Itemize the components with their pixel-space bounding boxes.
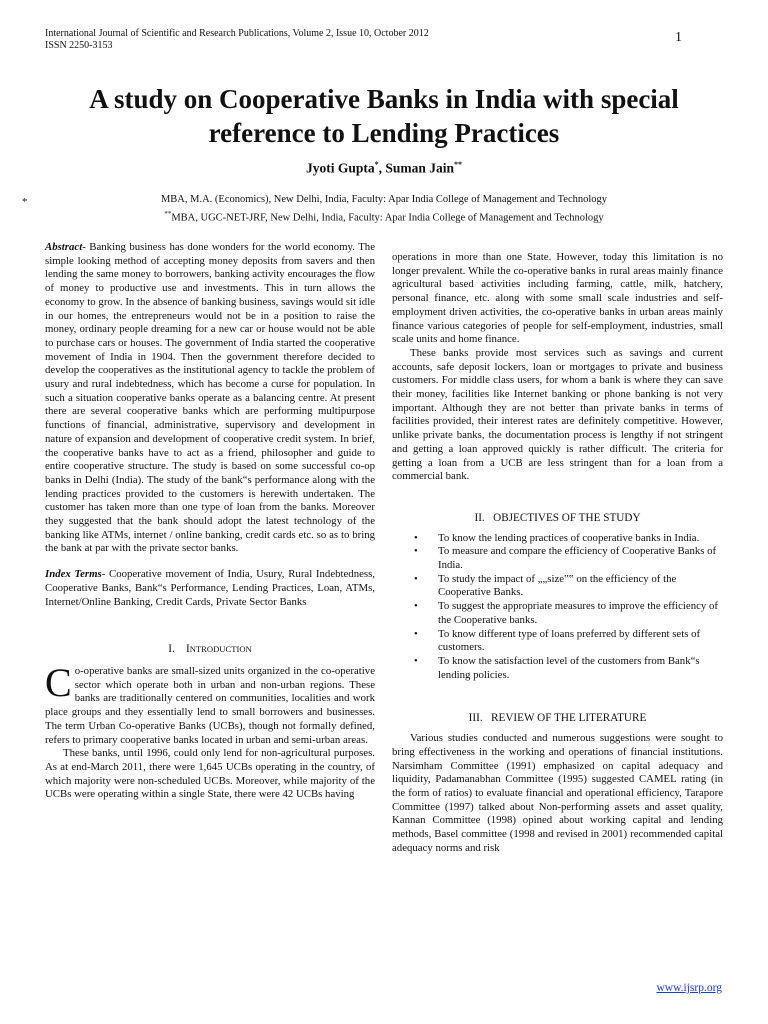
services-paragraph: These banks provide most services such as savings and current accounts, safe deposit lockers, loan or mortgages to private and business customers. For middle class users, for whom a bank is where they can save their money, facilities like Internet banking or phone banking is not very important. Although they are not better than private banks in terms of facilities provided, their interest rates are definitely competitive. However, unlike private banks, the documentation process is lengthy if not stringent and getting a loan approved quickly is rather difficult. The criteria for getting a loan from a UCB are less stringent than for a loan from a commercial bank. bbox=[392, 346, 723, 483]
paper-title bbox=[40, 82, 728, 150]
index-terms-text: - Cooperative movement of India, Usury, Rural Indebtedness, Cooperative Banks, Bank“s Performance, Lending Practices, Loan, ATMs, Internet/Online Banking, Credit Cards, Private Sector Banks bbox=[45, 568, 375, 608]
affiliation-2-line bbox=[0, 207, 768, 226]
author-1-mark: * bbox=[374, 160, 379, 169]
affiliation-2-mark: ** bbox=[164, 210, 172, 218]
right-column bbox=[392, 251, 723, 855]
page-number: 1 bbox=[675, 30, 682, 45]
bullet: • bbox=[414, 600, 418, 613]
list-item bbox=[392, 628, 723, 655]
author-1: Jyoti Gupta bbox=[305, 160, 375, 176]
continued-paragraph: operations in more than one State. However, today this limitation is no longer prevalent. While the co-operative banks in rural areas mainly finance agricultural based activities including farming, cattle, milk, hatchery, personal finance, etc. along with some small scale industries and self-employment driven activities, the co-operative banks in urban areas mainly finance various categories of people for self-employment, industries, small scale units and home finance. bbox=[392, 251, 723, 346]
section-2-number: II. bbox=[474, 511, 485, 524]
authors bbox=[0, 160, 768, 177]
list-item bbox=[392, 532, 723, 546]
objective-text: To measure and compare the efficiency of Cooperative Banks of India. bbox=[438, 545, 717, 572]
bullet: • bbox=[414, 572, 418, 585]
section-3-heading bbox=[392, 712, 723, 726]
author-2: Suman Jain bbox=[385, 160, 455, 176]
dropcap: C bbox=[45, 659, 72, 705]
bullet: • bbox=[414, 654, 418, 667]
journal-website-link[interactable]: www.ijsrp.org bbox=[656, 982, 722, 994]
affiliation-2: MBA, UGC-NET-JRF, New Delhi, India, Faculty: Apar India College of Management and Technology bbox=[171, 212, 604, 224]
affiliation-1-mark: * bbox=[22, 196, 28, 208]
title-line-1: A study on Cooperative Banks in India with special bbox=[89, 84, 679, 114]
index-terms-label: Index Terms bbox=[45, 568, 102, 581]
intro-p1-text: o-operative banks are small-sized units organized in the co-operative sector which operate both in urban and non-urban regions. These banks are traditionally centered on communities, localities and work place groups and they essentially lend to small borrowers and businesses. The term Urban Co-operative Banks (UCBs), though not formally defined, refers to primary cooperative banks located in urban and semi-urban areas. bbox=[45, 664, 375, 746]
section-3-number: III. bbox=[468, 712, 483, 725]
issn: ISSN 2250-3153 bbox=[45, 40, 113, 51]
objectives-list bbox=[392, 532, 723, 683]
abstract-text: - Banking business has done wonders for the world economy. The simple looking method of accepting money deposits from savers and then lending the same money to borrowers, banking activity encourages the flow of money to productive use and investments. This in turn allows the economy to grow. In the absence of banking business, savings would sit idle in our homes, the entrepreneurs would not be in a position to raise the money, ordinary people dreaming for a new car or house would not be able to purchase cars or houses. The government of India started the cooperative movement of India in 1904. Then the government therefore decided to develop the cooperatives as the institutional agency to tackle the problem of usury and rural indebtedness, which has become a curse for population. In such a situation cooperative banks operate as a balancing centre. At present there are several cooperative banks which are performing multipurpose functions of financial, administrative, supervisory and development in nature of expansion and development of cooperative credit system. In brief, the cooperative banks have to act as a friend, philosopher and guide to entire cooperative structure. The study is based on some successful co-op banks in Delhi (India). The study of the bank“s performance along with the lending practices provided to the customers is herewith undertaken. The customer has taken more than one type of loan from the banks. Moreover they suggested that the bank should adopt the latest technology of the banking like ATMs, internet / online banking, credit cards etc. so as to bring the bank at par with the private sector banks. bbox=[45, 241, 375, 555]
journal-header bbox=[45, 28, 429, 52]
journal-line: International Journal of Scientific and Research Publications, Volume 2, Issue 10, October 2012 bbox=[45, 28, 429, 39]
abstract bbox=[45, 241, 375, 556]
bullet: • bbox=[414, 627, 418, 640]
author-separator: , bbox=[378, 160, 386, 176]
objective-text: To know the satisfaction level of the customers from Bank“s lending policies. bbox=[438, 654, 700, 681]
section-3-title: REVIEW OF THE LITERATURE bbox=[491, 712, 647, 725]
objective-text: To know the lending practices of cooperative banks in India. bbox=[438, 531, 700, 544]
affiliations bbox=[0, 193, 768, 226]
section-2-title: OBJECTIVES OF THE STUDY bbox=[493, 511, 641, 524]
objective-text: To study the impact of „„size‟‟ on the efficiency of the Cooperative Banks. bbox=[438, 572, 677, 599]
list-item bbox=[392, 573, 723, 600]
intro-paragraph-2: These banks, until 1996, could only lend for non-agricultural purposes. As at end-March 2011, there were 1,645 UCBs operating in the country, of which majority were non-scheduled UCBs. Moreover, while majority of the UCBs were operating within a single State, there were 42 UCBs having bbox=[45, 747, 375, 801]
literature-paragraph: Various studies conducted and numerous suggestions were sought to bring effectiveness in the working and operations of financial institutions. Narsimham Committee (1991) emphasized on capital adequacy and liquidity, Padamanabhan Committee (1995) suggested CAMEL rating (in the form of ratios) to evaluate financial and operational efficiency, Tarapore Committee (1997) talked about Non-performing assets and asset quality, Kannan Committee (1998) opined about working capital and lending methods, Basel committee (1998 and revised in 2001) recommended capital adequacy norms and risk bbox=[392, 732, 723, 854]
abstract-label: Abstract bbox=[45, 241, 83, 253]
author-2-mark: ** bbox=[454, 160, 463, 169]
objective-text: To know different type of loans preferred by different sets of customers. bbox=[438, 627, 701, 654]
list-item bbox=[392, 545, 723, 572]
index-terms bbox=[45, 568, 375, 609]
title-line-2: reference to Lending Practices bbox=[208, 118, 560, 148]
section-1-number: I. bbox=[168, 643, 175, 656]
section-1-heading bbox=[45, 643, 375, 657]
section-1-title-rest: NTRODUCTION bbox=[189, 644, 252, 655]
affiliation-1: MBA, M.A. (Economics), New Delhi, India, Faculty: Apar India College of Management and Technology bbox=[160, 194, 608, 205]
intro-paragraph-1 bbox=[45, 659, 375, 747]
bullet: • bbox=[414, 545, 418, 558]
section-2-heading bbox=[392, 512, 723, 526]
list-item bbox=[392, 655, 723, 682]
list-item bbox=[392, 600, 723, 627]
section-1-title-first: I bbox=[185, 643, 190, 656]
objective-text: To suggest the appropriate measures to improve the efficiency of the Cooperative banks. bbox=[438, 600, 718, 626]
left-column bbox=[45, 241, 375, 802]
bullet: • bbox=[414, 531, 418, 544]
